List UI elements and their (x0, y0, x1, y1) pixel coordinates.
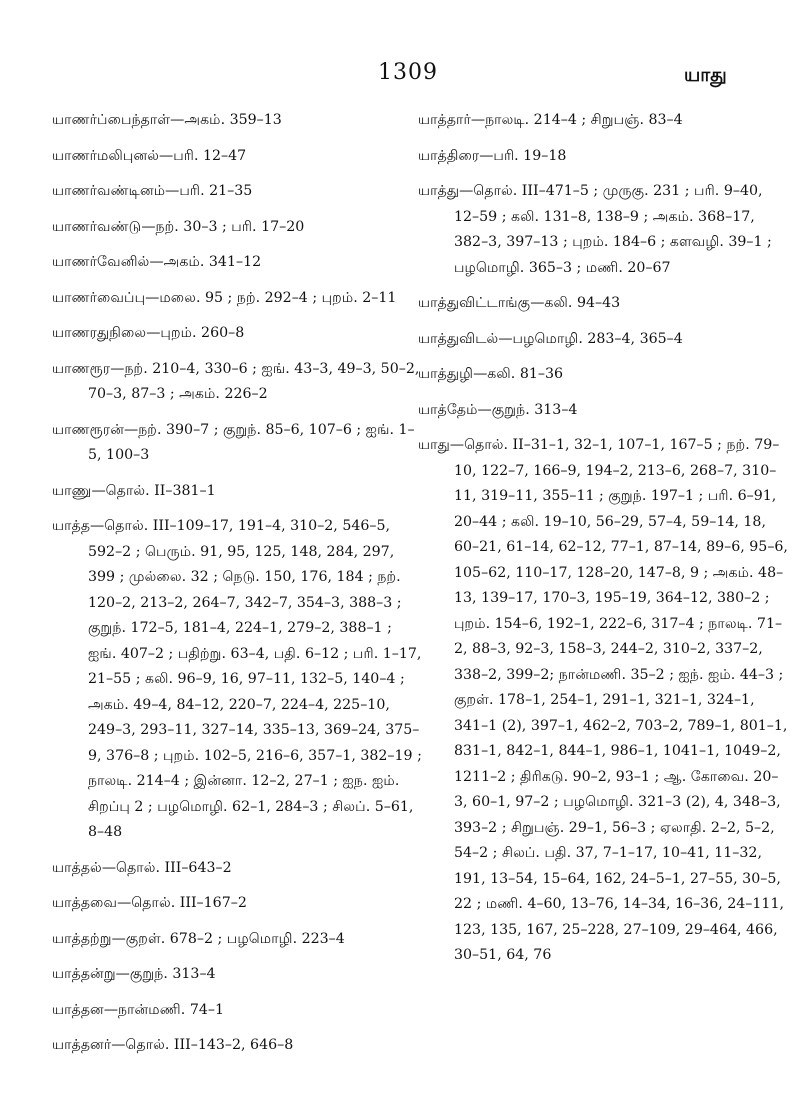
index-entry: யாணர்வேனில்—அகம். 341–12 (52, 254, 262, 270)
index-entry: யாணர்ப்பைந்தாள்—அகம். 359–13 (52, 112, 282, 128)
index-entry: யாணு—தொல். II–381–1 (52, 482, 216, 499)
running-head: யாது (684, 64, 727, 86)
index-entry: யாத்திரை—பரி. 19–18 (418, 147, 567, 164)
index-entry: யாத்துவிட்டாங்கு—கலி. 94–43 (418, 295, 621, 311)
index-entry: யாணரதுநிலை—புறம். 260–8 (52, 325, 245, 341)
index-entry: யாத்தல்—தொல். III–643–2 (52, 859, 232, 876)
page-number: 1309 (378, 60, 438, 85)
index-entry: யாணர்வண்டு—நற். 30–3 ; பரி. 17–20 (52, 218, 305, 235)
left-column (52, 108, 422, 1069)
index-entry: யாத்தவை—தொல். III–167–2 (52, 895, 247, 911)
index-entry: யாணர்வண்டினம்—பரி. 21–35 (52, 183, 253, 199)
index-entry: யாத்தன—நான்மணி. 74–1 (52, 1001, 224, 1018)
index-entry: யாத்த—தொல். III–109–17, 191–4, 310–2, 546–5, 592–2 ; பெரும். 91, 95, 125, 148, 284, 297, 399 ; முல்லை. 32 ; நெடு. 150, 176, 184 ; நற். 120–2, 213–2, 264–7, 342–7, 354–3, 388–3 ; குறுந். 172–5, 181–4, 224–1, 279–2, 388–1 ; ஐங். 407–2 ; பதிற்று. 63–4, பதி. 6–12 ; பரி. 1–17, 21–55 ; கலி. 96–9, 16, 97–11, 132–5, 140–4 ; அகம். 49–4, 84–12, 220–7, 224–4, 225–10, 249–3, 293–11, 327–14, 335–13, 369–24, 375–9, 376–8 ; புறம். 102–5, 216–6, 357–1, 382–19 ; நாலடி. 214–4 ; இன்னா. 12–2, 27–1 ; ஐந. ஐம். சிறப்பு 2 ; பழமொழி. 62–1, 284–3 ; சிலப். 5–61, 8–48 (52, 518, 422, 840)
index-entry: யாது—தொல். II–31–1, 32–1, 107–1, 167–5 ; நற். 79–10, 122–7, 166–9, 194–2, 213–6, 268–7, 310–11, 319–11, 355–11 ; குறுந். 197–1 ; பரி. 6–91, 20–44 ; கலி. 19–10, 56–29, 57–4, 59–14, 18, 60–21, 61–14, 62–12, 77–1, 87–14, 89–6, 95–6, 105–62, 110–17, 128–20, 147–8, 9 ; அகம். 48–13, 139–17, 170–3, 195–19, 364–12, 380–2 ; புறம். 154–6, 192–1, 222–6, 317–4 ; நாலடி. 71–2, 88–3, 92–3, 158–3, 244–2, 310–2, 337–2, 338–2, 399–2; நான்மணி. 35–2 ; ஐந். ஐம். 44–3 ; குறள். 178–1, 254–1, 291–1, 321–1, 324–1, 341–1 (2), 397–1, 462–2, 703–2, 789–1, 801–1, 831–1, 842–1, 844–1, 986–1, 1041–1, 1049–2, 1211–2 ; திரிகடு. 90–2, 93–1 ; ஆ. கோவை. 20–3, 60–1, 97–2 ; பழமொழி. 321–3 (2), 4, 348–3, 393–2 ; சிறுபஞ். 29–1, 56–3 ; ஏலாதி. 2–2, 5–2, 54–2 ; சிலப். பதி. 37, 7–1–17, 10–41, 11–32, 191, 13–54, 15–64, 162, 24–5–1, 27–55, 30–5, 22 ; மணி. 4–60, 13–76, 14–34, 16–36, 24–111, 123, 135, 167, 25–228, 27–109, 29–464, 466, 30–51, 64, 76 (418, 437, 788, 963)
index-entry: யாத்துழி—கலி. 81–36 (418, 366, 564, 382)
index-entry: யாணரூர—நற். 210–4, 330–6 ; ஐங். 43–3, 49–3, 50–2, 70–3, 87–3 ; அகம். 226–2 (52, 360, 420, 402)
index-entry: யாத்தற்று—குறள். 678–2 ; பழமொழி. 223–4 (52, 930, 345, 947)
right-column (418, 108, 788, 979)
index-entry: யாத்தார்—நாலடி. 214–4 ; சிறுபஞ். 83–4 (418, 112, 683, 128)
index-entry: யாத்தன்று—குறுந். 313–4 (52, 966, 216, 982)
index-entry: யாணர்மலிபுனல்—பரி. 12–47 (52, 147, 247, 164)
index-entry: யாணர்வைப்பு—மலை. 95 ; நற். 292–4 ; புறம். 2–11 (52, 289, 397, 306)
index-entry: யாத்துவிடல்—பழமொழி. 283–4, 365–4 (418, 330, 683, 347)
index-entry: யாத்து—தொல். III–471–5 ; முருகு. 231 ; பரி. 9–40, 12–59 ; கலி. 131–8, 138–9 ; அகம். 368–17, 382–3, 397–13 ; புறம். 184–6 ; களவழி. 39–1 ; பழமொழி. 365–3 ; மணி. 20–67 (418, 183, 772, 276)
index-entry: யாத்தனர்—தொல். III–143–2, 646–8 (52, 1037, 294, 1053)
index-entry: யாணரூரன்—நற். 390–7 ; குறுந். 85–6, 107–6 ; ஐங். 1–5, 100–3 (52, 421, 415, 463)
index-entry: யாத்தேம்—குறுந். 313–4 (418, 401, 578, 418)
